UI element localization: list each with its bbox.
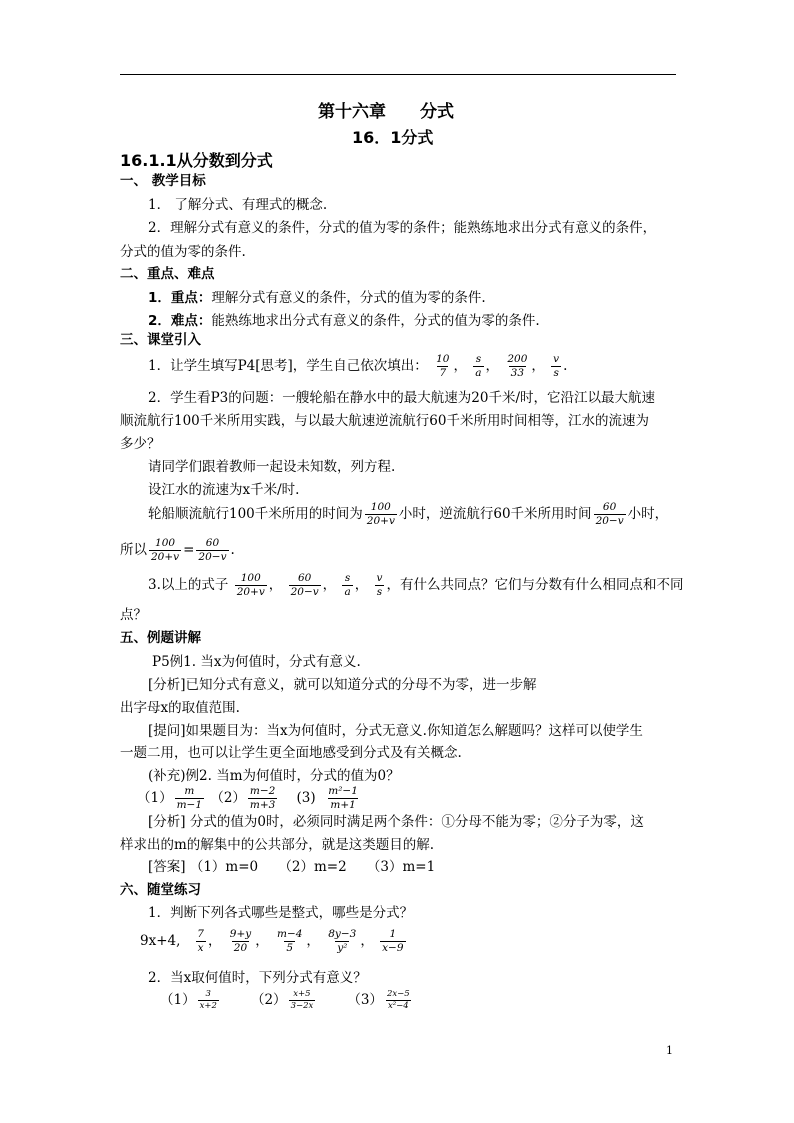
objective-2-line2: 分式的值为零的条件. xyxy=(120,244,246,260)
label: （2） xyxy=(250,991,287,1008)
fraction: $\frac{200}{33}$ xyxy=(507,353,528,380)
example-2-fractions xyxy=(137,786,362,811)
section-heading-key-points: 二、重点、难点 xyxy=(120,266,215,282)
practice-p2: 2．当x取何值时，下列分式有意义？ xyxy=(148,970,367,986)
fraction: $\frac{s}{a}$ xyxy=(475,353,482,380)
fraction: $\frac{8y-3}{\text{y²}}$ xyxy=(328,928,357,955)
section-heading-objectives: 一、 教学目标 xyxy=(120,173,206,189)
intro-p1: 1．让学生填写P4[思考]，学生自己依次填出： $\frac{10}{7}$ ， $\frac{s}{a}$ ， $\frac{200}{33}$ ， $\frac{v}{s}$ . xyxy=(148,353,568,380)
intro-p2-line1: 2．学生看P3的问题：一艘轮船在静水中的最大航速为20千米/时，它沿江以最大航速 xyxy=(148,390,655,406)
label: （3） xyxy=(347,991,383,1008)
fraction: $\frac{9+y}{20}$ xyxy=(229,928,252,955)
fraction: $\frac{1}{x-9}$ xyxy=(382,928,404,955)
intro-p7-text-a: 3.以上的式子 xyxy=(148,577,229,594)
intro-p7: 3.以上的式子 $\frac{100}{20+v}$ ， $\frac{60}{20-v}$ ， $\frac{s}{a}$ ， $\frac{v}{s}$ ，有什么共同点？它们与分数有什么相同点和不同 xyxy=(148,572,684,599)
analysis-1-line1: [分析]已知分式有意义，就可以知道分式的分母不为零，进一步解 xyxy=(148,677,537,693)
answer-line: [答案] （1）m=0 （2）m=2 （3）m=1 xyxy=(148,859,436,875)
header-rule xyxy=(120,74,676,75)
intro-p2-line2: 顺流航行100千米所用实践，与以最大航速逆流航行60千米所用时间相等，江水的流速为 xyxy=(120,413,649,429)
difficulty-label: 2．难点： xyxy=(148,313,212,329)
fraction: $\frac{3}{x+2}$ xyxy=(199,989,217,1011)
intro-p4: 设江水的流速为x千米/时. xyxy=(148,482,300,498)
analysis-1-line2: 出字母x的取值范围. xyxy=(120,700,240,716)
expression: 9x+4, xyxy=(140,933,181,950)
fraction: $\frac{v}{s}$ xyxy=(376,572,383,599)
fraction: $\frac{100}{20+v}$ xyxy=(151,537,180,564)
fraction: $\frac{v}{s}$ xyxy=(553,353,560,380)
fraction: $\frac{10}{7}$ xyxy=(436,353,450,380)
fraction: $\frac{60}{20-v}$ xyxy=(595,501,624,528)
chapter-title: 第十六章 分式 xyxy=(318,102,454,122)
example-1: P5例1. 当x为何值时，分式有意义. xyxy=(152,654,361,670)
label: （1） xyxy=(160,991,196,1008)
objective-2-line1: 2．理解分式有意义的条件，分式的值为零的条件；能熟练地求出分式有意义的条件， xyxy=(148,220,657,236)
fraction: $\frac{m-2}{m+3}$ xyxy=(249,785,276,812)
difficulty-line xyxy=(148,315,540,329)
objective-1: 1． 了解分式、有理式的概念. xyxy=(148,197,328,213)
fraction: $\frac{m-4}{5}$ xyxy=(276,928,303,955)
fraction: $\frac{\text{m²−1}}{m+1}$ xyxy=(328,785,358,812)
intro-p7-line2: 点？ xyxy=(120,607,147,623)
label: (3) xyxy=(296,790,316,807)
intro-p5-text-a: 轮船顺流航行100千米所用的时间为 xyxy=(148,506,363,523)
intro-p5-text-b: 小时，逆流航行60千米所用时间 xyxy=(398,506,592,523)
example-2: (补充)例2. 当m为何值时，分式的值为0？ xyxy=(148,768,400,784)
fraction: $\frac{m}{m-1}$ xyxy=(176,785,203,812)
practice-p1: 1．判断下列各式哪些是整式，哪些是分式？ xyxy=(148,905,414,921)
intro-p7-text-b: ，有什么共同点？它们与分数有什么相同点和不同 xyxy=(386,577,684,594)
question-line1: [提问]如果题目为：当x为何值时，分式无意义.你知道怎么解题吗？这样可以使学生 xyxy=(148,723,643,739)
intro-p5-text-c: 小时， xyxy=(627,506,669,523)
fraction: $\frac{2x-5}{\text{x²−4}}$ xyxy=(386,989,410,1011)
fraction: $\frac{100}{20+v}$ xyxy=(236,572,265,599)
intro-p5 xyxy=(148,502,668,527)
fraction: $\frac{x+5}{3-2x}$ xyxy=(290,989,314,1011)
fraction: $\frac{7}{x}$ xyxy=(197,928,204,955)
difficulty-text: 能熟练地求出分式有意义的条件，分式的值为零的条件. xyxy=(211,313,540,329)
label: （2） xyxy=(210,790,246,807)
practice-expressions: 9x+4, $\frac{7}{x}$ ， $\frac{9+y}{20}$ ， $\frac{m-4}{5}$ ， $\frac{8y-3}{\text{y²}}$ ， $\frac{1}{x-9}$ xyxy=(140,928,404,955)
key-point-text: 理解分式有意义的条件，分式的值为零的条件. xyxy=(211,290,486,306)
key-point-line xyxy=(148,292,486,306)
intro-p6-equation: 所以 $\frac{100}{20+v}$ = $\frac{60}{20-v}$ . xyxy=(120,537,235,564)
intro-p3: 请同学们跟着教师一起设未知数，列方程. xyxy=(148,459,396,475)
subsection-title: 16.1.1从分数到分式 xyxy=(120,151,273,170)
analysis-2-line2: 样求出的m的解集中的公共部分，就是这类题目的解. xyxy=(120,837,435,853)
section-heading-intro: 三、课堂引入 xyxy=(120,332,201,348)
fraction: $\frac{s}{a}$ xyxy=(344,572,351,599)
intro-p6-text: 所以 xyxy=(120,542,147,559)
section-heading-practice: 六、随堂练习 xyxy=(120,882,201,898)
label: （1） xyxy=(137,790,173,807)
key-point-label: 1．重点： xyxy=(148,290,212,306)
fraction: $\frac{100}{20+v}$ xyxy=(366,501,395,528)
section-heading-examples: 五、例题讲解 xyxy=(120,630,201,646)
intro-p1-text: 1．让学生填写P4[思考]，学生自己依次填出： xyxy=(148,358,428,375)
page-number: 1 xyxy=(666,1044,673,1057)
analysis-2-line1: [分析] 分式的值为0时，必须同时满足两个条件：①分母不能为零；②分子为零，这 xyxy=(148,814,644,830)
fraction: $\frac{60}{20-v}$ xyxy=(290,572,319,599)
section-title: 16．1分式 xyxy=(352,128,434,147)
question-line2: 一题二用，也可以让学生更全面地感受到分式及有关概念. xyxy=(120,745,462,761)
fraction: $\frac{60}{20-v}$ xyxy=(198,537,227,564)
practice-p2-fractions xyxy=(160,990,414,1011)
intro-p2-line3: 多少？ xyxy=(120,436,161,452)
